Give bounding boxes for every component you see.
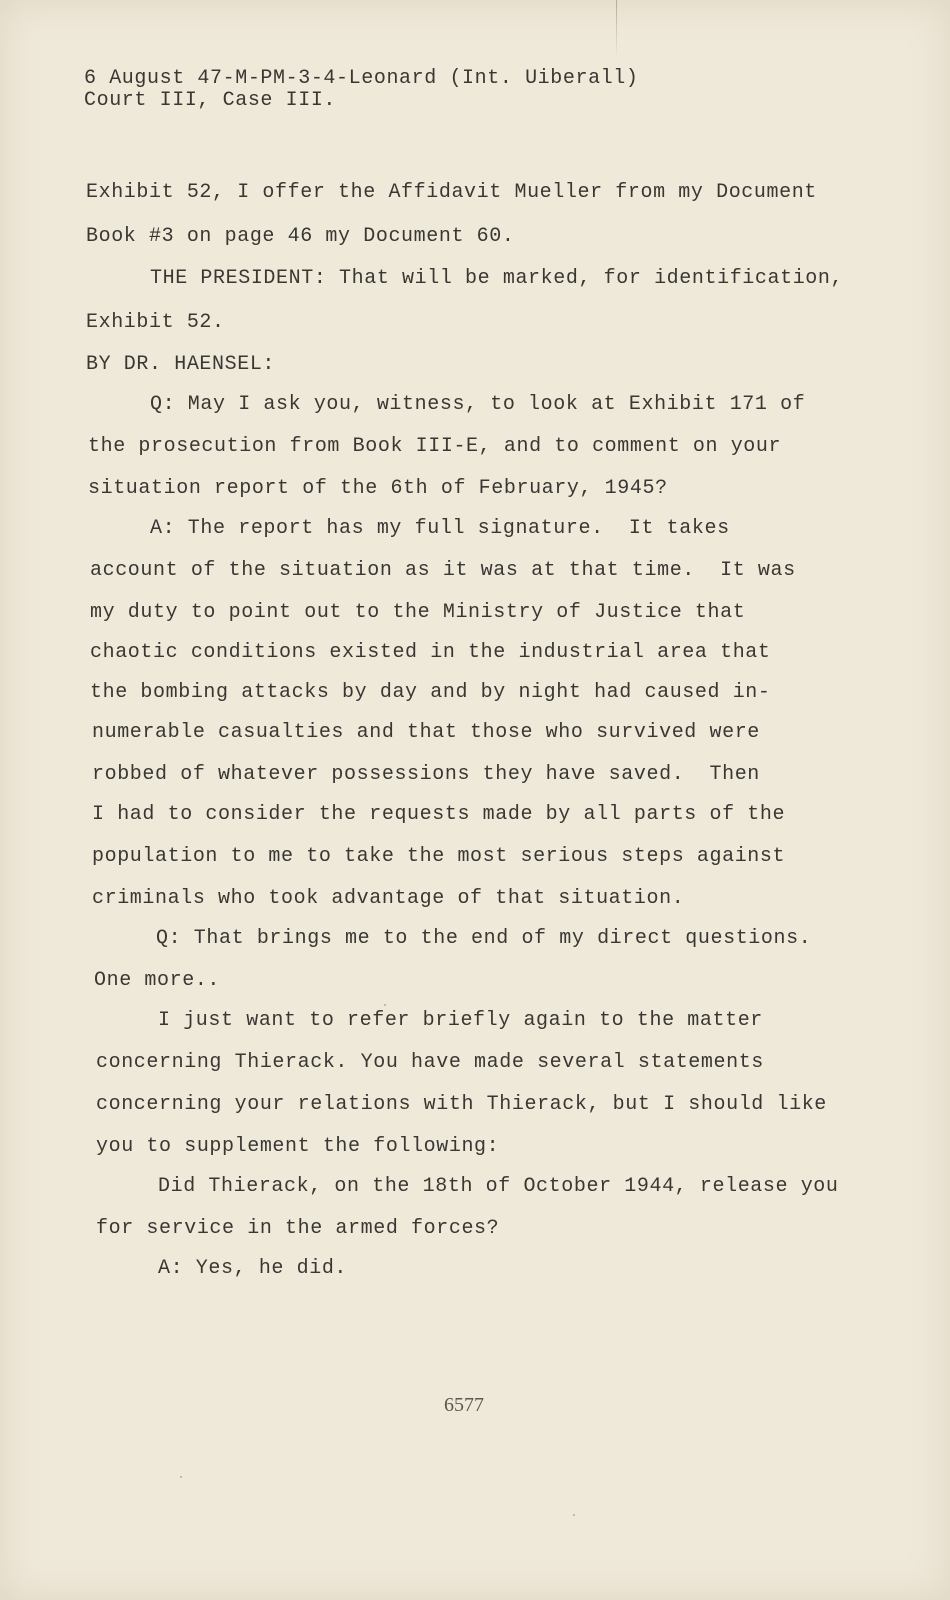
paper-speck [384,1004,386,1006]
transcript-line: account of the situation as it was at that time. It was [90,559,796,582]
transcript-line: robbed of whatever possessions they have saved. Then [92,763,760,786]
transcript-line: you to supplement the following: [96,1135,500,1158]
transcript-line: population to me to take the most serious steps against [92,845,786,868]
transcript-line: I had to consider the requests made by all parts of the [92,803,786,826]
transcript-line: A: Yes, he did. [158,1257,348,1280]
transcript-line: concerning your relations with Thierack, but I should like [96,1093,827,1116]
transcript-line: situation report of the 6th of February, 1945? [88,477,668,500]
transcript-line: Q: May I ask you, witness, to look at Exhibit 171 of [150,393,806,416]
transcript-line: Book #3 on page 46 my Document 60. [86,225,515,248]
transcript-line: the prosecution from Book III-E, and to comment on your [88,435,782,458]
transcript-line: the bombing attacks by day and by night had caused in- [90,681,771,704]
transcript-line: Exhibit 52. [86,311,225,334]
transcript-line: criminals who took advantage of that situation. [92,887,685,910]
transcript-line: numerable casualties and that those who survived were [92,721,760,744]
transcript-line: One more.. [94,969,221,992]
transcript-line: Did Thierack, on the 18th of October 1944, release you [158,1175,839,1198]
speaker-heading: BY DR. HAENSEL: [86,353,276,376]
transcript-line: concerning Thierack. You have made several statements [96,1051,764,1074]
transcript-line: THE PRESIDENT: That will be marked, for identification, [150,267,844,290]
transcript-line: for service in the armed forces? [96,1217,500,1240]
transcript-line: Exhibit 52, I offer the Affidavit Mueller from my Document [86,181,817,204]
header-line-1: 6 August 47-M-PM-3-4-Leonard (Int. Uiberall) [84,67,639,90]
paper-speck [573,1514,575,1516]
paper-speck [180,1476,182,1478]
page-number: 6577 [444,1394,484,1416]
transcript-line: Q: That brings me to the end of my direct questions. [156,927,812,950]
transcript-line: my duty to point out to the Ministry of Justice that [90,601,746,624]
header-line-2: Court III, Case III. [84,89,337,112]
transcript-line: chaotic conditions existed in the industrial area that [90,641,771,664]
paper-fold-mark [616,0,617,60]
transcript-line: A: The report has my full signature. It takes [150,517,730,540]
transcript-line: I just want to refer briefly again to the matter [158,1009,763,1032]
